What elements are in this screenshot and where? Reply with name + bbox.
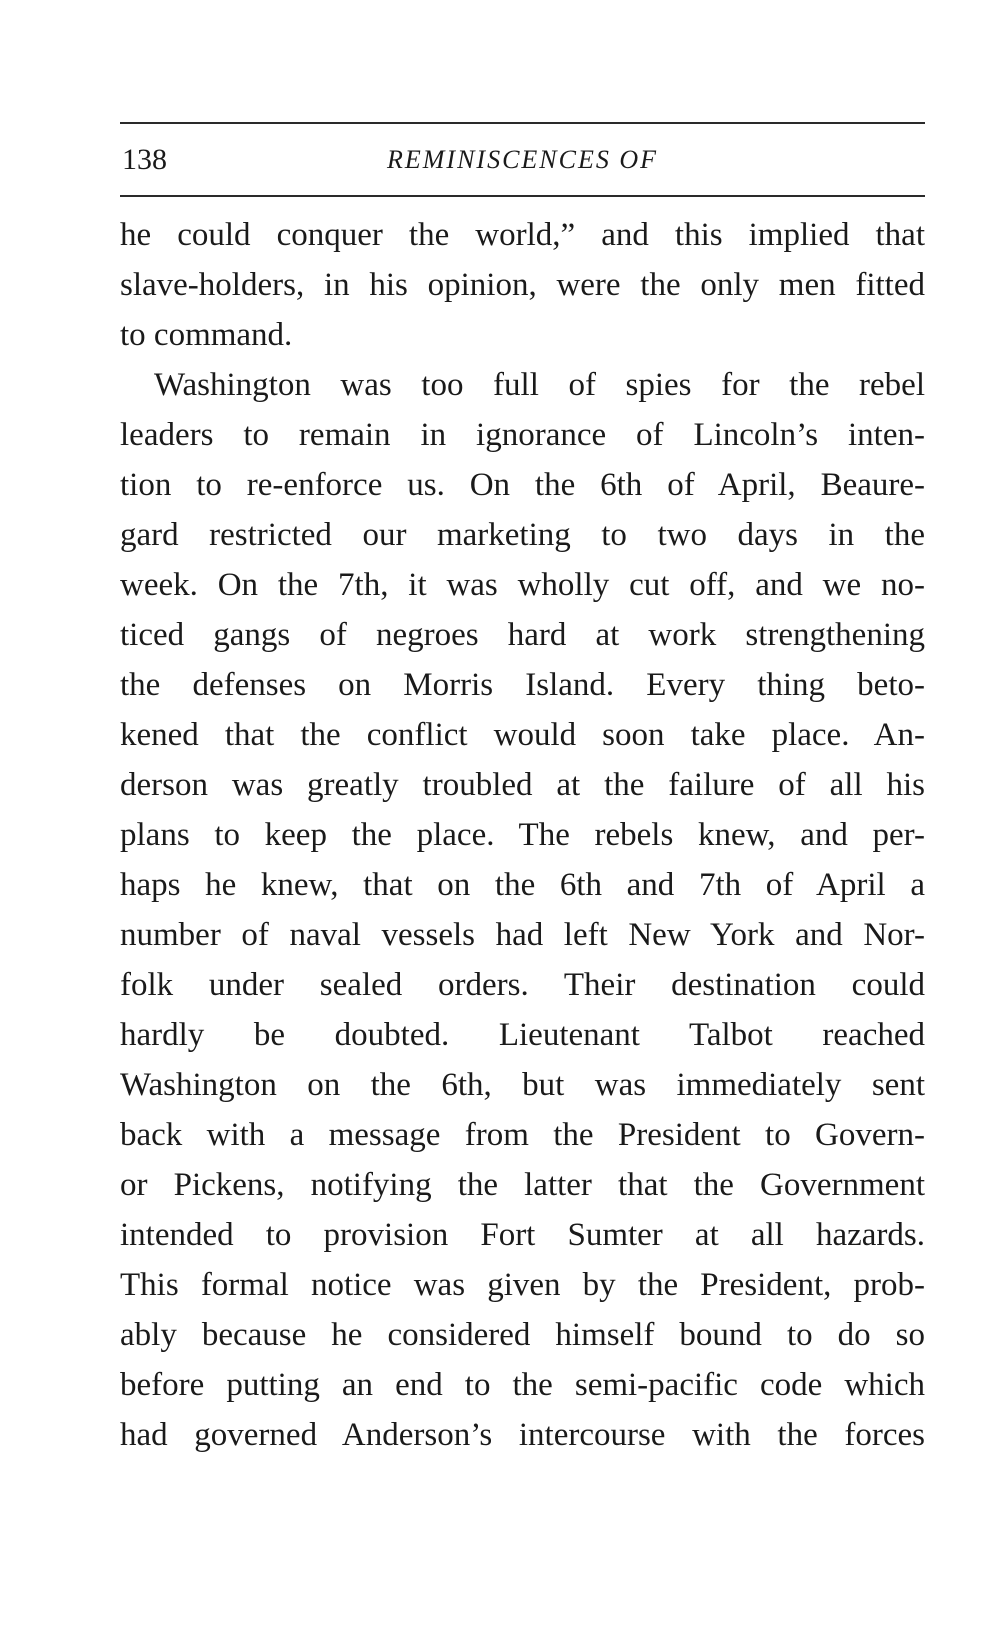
- header-bottom-rule: [120, 195, 925, 197]
- page-number: 138: [122, 143, 167, 176]
- text-line: folk under sealed orders. Their destination could: [120, 967, 925, 1003]
- text-line: kened that the conflict would soon take place. An-: [120, 717, 925, 753]
- text-line: or Pickens, notifying the latter that the Government: [120, 1167, 925, 1203]
- text-line: to command.: [120, 317, 293, 353]
- text-line: before putting an end to the semi-pacific code which: [120, 1367, 925, 1403]
- text-line: intended to provision Fort Sumter at all hazards.: [120, 1217, 925, 1253]
- text-line: gard restricted our marketing to two days in the: [120, 517, 925, 553]
- text-line: Washington on the 6th, but was immediately sent: [120, 1067, 925, 1103]
- paragraph-1: [120, 210, 925, 360]
- text-line: he could conquer the world,” and this implied that: [120, 217, 925, 253]
- text-line: This formal notice was given by the President, prob-: [120, 1267, 925, 1303]
- text-line: the defenses on Morris Island. Every thing beto-: [120, 667, 925, 703]
- text-line: derson was greatly troubled at the failure of all his: [120, 767, 925, 803]
- text-line: Washington was too full of spies for the rebel: [154, 367, 925, 403]
- text-line: slave-holders, in his opinion, were the only men fitted: [120, 267, 925, 303]
- text-line: leaders to remain in ignorance of Lincoln’s inten-: [120, 417, 925, 453]
- running-head: [120, 138, 925, 182]
- paragraph-2: [120, 360, 925, 1460]
- text-line: plans to keep the place. The rebels knew, and per-: [120, 817, 925, 853]
- text-line: haps he knew, that on the 6th and 7th of April a: [120, 867, 925, 903]
- text-line: tion to re-enforce us. On the 6th of April, Beaure-: [120, 467, 925, 503]
- text-line: back with a message from the President to Govern-: [120, 1117, 925, 1153]
- text-line: hardly be doubted. Lieutenant Talbot reached: [120, 1017, 925, 1053]
- text-line: ably because he considered himself bound to do so: [120, 1317, 925, 1353]
- text-line: number of naval vessels had left New York and Nor-: [120, 917, 925, 953]
- body-text: [120, 210, 925, 1460]
- header-top-rule: [120, 122, 925, 124]
- running-title: REMINISCENCES OF: [386, 145, 659, 174]
- text-line: had governed Anderson’s intercourse with the forces: [120, 1417, 925, 1453]
- text-line: week. On the 7th, it was wholly cut off, and we no-: [120, 567, 925, 603]
- text-line: ticed gangs of negroes hard at work strengthening: [120, 617, 925, 653]
